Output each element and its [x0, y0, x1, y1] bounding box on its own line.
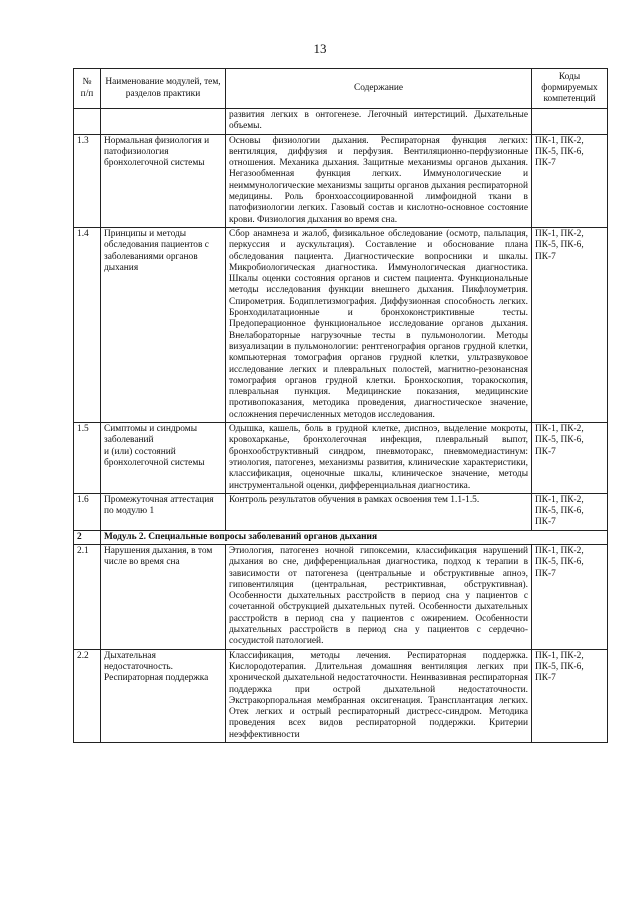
table-row	[74, 134, 608, 227]
curriculum-table	[73, 68, 608, 743]
table-header-row	[74, 69, 608, 109]
row-num: 2.2	[74, 649, 101, 742]
row-num: 1.5	[74, 423, 101, 494]
module-header-row	[74, 530, 608, 544]
module-num: 2	[74, 530, 101, 544]
table-row	[74, 227, 608, 422]
row-codes: ПК-1, ПК-2, ПК-5, ПК-6, ПК-7	[532, 544, 608, 649]
table-row	[74, 544, 608, 649]
row-content: Сбор анамнеза и жалоб, физикальное обследование (осмотр, пальпация, перкуссия и аускультация). Составление и обоснование плана обследования пациента. Диагностические вопросники и шкалы. Микробиологическая диагностика. Иммунологическая диагностика. Шкалы оценки состояния органов и систем пациента. Функциональные методы исследования функции внешнего дыхания. Пикфлоуметрия. Спирометрия. Бодиплетизмография. Диффузионная способность легких. Бронходилатационные и бронхоконстриктивные тесты. Предоперационное функциональное исследование органов дыхания. Внелабораторные нагрузочные тесты в пульмонологии. Методы визуализации в пульмонологии: рентгенография органов грудной клетки, компьютерная томография органов грудной клетки, ультразвуковое исследование легких и плевральных полостей, магнитно-резонансная томография органов грудной клетки. Бронхоскопия, торакоскопия, плевральная пункция. Медицинские показания, медицинские противопоказания, методика проведения, диагностическое значение, осложнения перечисленных методов исследования.	[226, 227, 532, 422]
page-number: 13	[313, 41, 327, 56]
row-codes: ПК-1, ПК-2, ПК-5, ПК-6, ПК-7	[532, 493, 608, 530]
row-num: 2.1	[74, 544, 101, 649]
header-content: Содержание	[226, 69, 532, 109]
row-codes: ПК-1, ПК-2, ПК-5, ПК-6, ПК-7	[532, 423, 608, 494]
header-name: Наименование модулей, тем, разделов практики	[101, 69, 226, 109]
table-row	[74, 649, 608, 742]
row-content: Классификация, методы лечения. Респираторная поддержка. Кислородотерапия. Длительная домашняя вентиляция легких при хронической дыхательной недостаточности. Неинвазивная респираторная поддержка при острой дыхательной недостаточности. Экстракорпоральная мембранная оксигенация. Трансплантация легких. Отек легких и острый респираторный дистресс-синдром. Методика проведения всех видов респираторной поддержки. Критерии неэффективности	[226, 649, 532, 742]
row-name: Симптомы и синдромы заболеваний и (или) состояний бронхолегочной системы	[101, 423, 226, 494]
row-num	[74, 109, 101, 135]
table-row	[74, 109, 608, 135]
row-name	[101, 109, 226, 135]
row-num: 1.6	[74, 493, 101, 530]
row-content: Основы физиологии дыхания. Респираторная функция легких: вентиляция, диффузия и перфузия. Вентиляционно-перфузионные отношения. Механика дыхания. Защитные механизмы органов дыхания. Негазообменная функция легких. Иммунологические и неиммунологические механизмы защиты органов дыхания респираторной медицины. Роль бронхоассоциированной лимфоидной ткани в патофизиологии легких. Газовый состав и кислотно-основное состояние крови. Физиология дыхания во время сна.	[226, 134, 532, 227]
header-num: № п/п	[74, 69, 101, 109]
row-content: Этиология, патогенез ночной гипоксемии, классификация нарушений дыхания во сне, дифференциальная диагностика, подход к терапии в зависимости от патогенеза (центральные и обструктивные апноэ, гиповентиляция (центральная, рестриктивная, обструктивная). Особенности дыхательных расстройств в период сна у пациентов с сочетанной обструкцией дыхательных путей. Особенности дыхательных расстройств в период сна у пациентов с ожирением. Особенности дыхательных расстройств в период сна у пациентов с сердечно-сосудистой патологией.	[226, 544, 532, 649]
row-num: 1.3	[74, 134, 101, 227]
row-codes	[532, 109, 608, 135]
row-name: Дыхательная недостаточность. Респираторная поддержка	[101, 649, 226, 742]
row-name: Нормальная физиология и патофизиология бронхолегочной системы	[101, 134, 226, 227]
row-codes: ПК-1, ПК-2, ПК-5, ПК-6, ПК-7	[532, 227, 608, 422]
row-content: Одышка, кашель, боль в грудной клетке, диспноэ, выделение мокроты, кровохарканье, бронхолегочная инфекция, плевральный выпот, бронхообструктивный синдром, пневмоторакс, пневмомедиастинум: этиология, патогенез, механизмы развития, клинические характеристики, классификация, оценочные шкалы, клиническое значение, методы инструментальной оценки, дифференциальная диагностика.	[226, 423, 532, 494]
row-num: 1.4	[74, 227, 101, 422]
row-codes: ПК-1, ПК-2, ПК-5, ПК-6, ПК-7	[532, 649, 608, 742]
module-title: Модуль 2. Специальные вопросы заболеваний органов дыхания	[101, 530, 608, 544]
row-name: Промежуточная аттестация по модулю 1	[101, 493, 226, 530]
table-row	[74, 423, 608, 494]
row-codes: ПК-1, ПК-2, ПК-5, ПК-6, ПК-7	[532, 134, 608, 227]
row-name: Нарушения дыхания, в том числе во время сна	[101, 544, 226, 649]
row-name: Принципы и методы обследования пациентов с заболеваниями органов дыхания	[101, 227, 226, 422]
row-content: Контроль результатов обучения в рамках освоения тем 1.1-1.5.	[226, 493, 532, 530]
row-content: развития легких в онтогенезе. Легочный интерстиций. Дыхательные объемы.	[226, 109, 532, 135]
header-codes: Коды формируемых компетенций	[532, 69, 608, 109]
table-row	[74, 493, 608, 530]
